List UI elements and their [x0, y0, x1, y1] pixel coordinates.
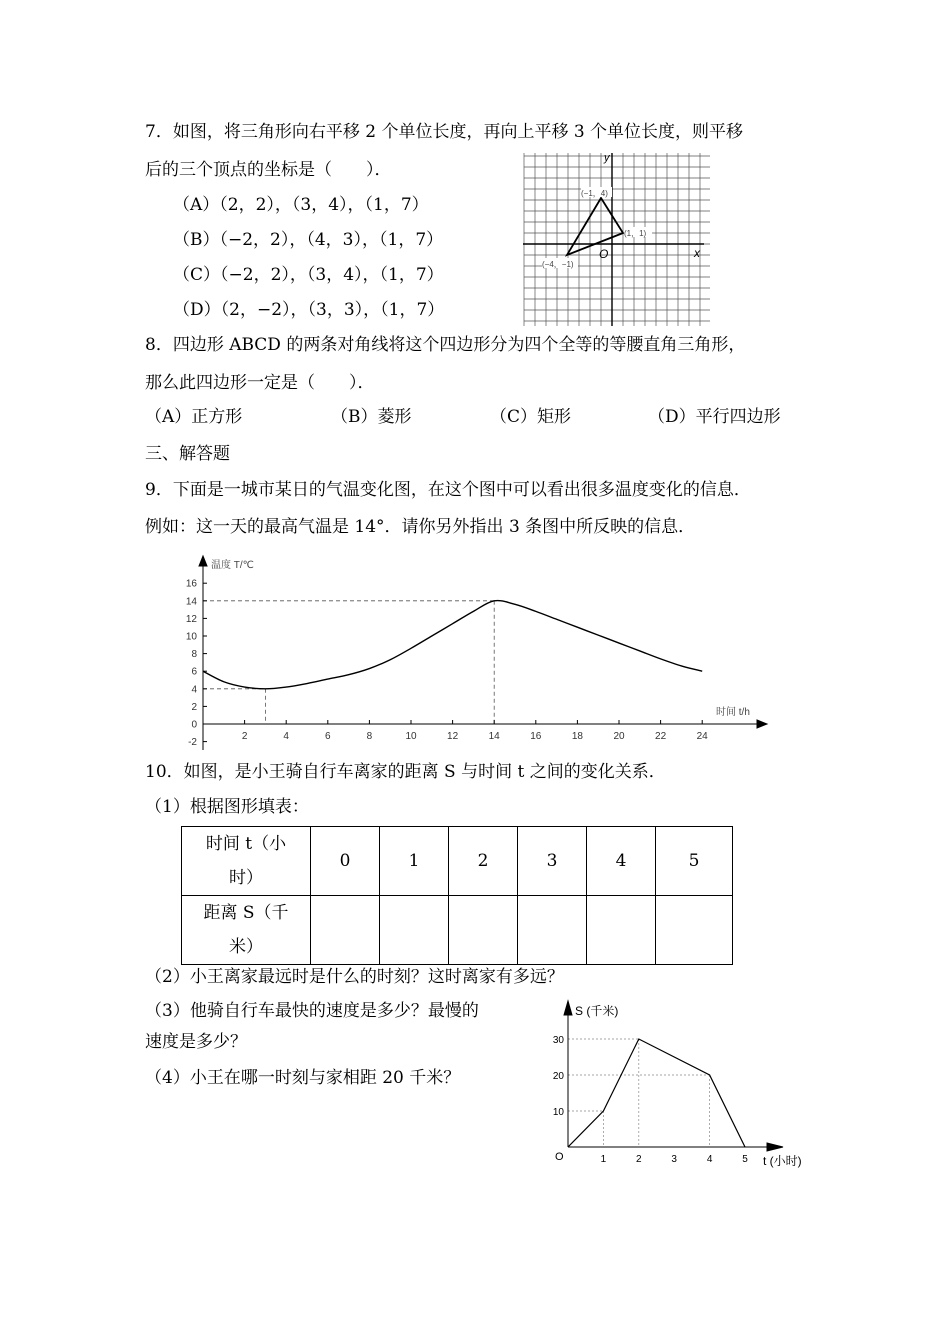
temp-x-tick-label: 24 [696, 731, 708, 742]
distance-cell-1[interactable] [380, 896, 449, 965]
q7-point-a-label: (−1，4) [581, 189, 608, 198]
temp-x-tick-label: 4 [283, 731, 289, 742]
temp-x-tick-label: 6 [325, 731, 331, 742]
time-cell-5: 5 [656, 827, 733, 896]
q10-sub2: （2）小王离家最远时是什么的时刻？这时离家有多远？ [145, 967, 564, 987]
table-head-time [182, 827, 311, 896]
q10-sub3a: （3）他骑自行车最快的速度是多少？最慢的 [145, 1001, 479, 1021]
dist-origin-label: O [555, 1151, 564, 1163]
dist-y-axis-label: S (千米) [575, 1004, 619, 1018]
temp-y-tick-label: 4 [191, 684, 197, 696]
temp-x-tick-label: 16 [530, 731, 542, 742]
time-cell-1: 1 [380, 827, 449, 896]
temp-y-tick-label: 14 [185, 596, 197, 608]
section-heading: 三、解答题 [145, 444, 230, 464]
q10-sub1: （1）根据图形填表： [145, 797, 309, 817]
q7-point-b-label: (1，1) [624, 229, 647, 238]
temp-x-tick-label: 2 [241, 731, 248, 742]
dist-y-tick-label: 20 [552, 1071, 564, 1082]
distance-cell-0[interactable] [311, 896, 380, 965]
table-head-distance-a: 距离 S（千 [203, 903, 289, 923]
distance-chart [545, 995, 815, 1175]
q8-option-c: （C）矩形 [490, 407, 572, 427]
temp-x-tick-label: 18 [571, 731, 583, 742]
q8-line2: 那么此四边形一定是（ ）． [145, 373, 375, 393]
q10-sub4: （4）小王在哪一时刻与家相距 20 千米？ [145, 1068, 461, 1088]
distance-cell-4[interactable] [587, 896, 656, 965]
time-cell-0: 0 [311, 827, 380, 896]
temp-y-tick-label: 10 [185, 631, 197, 643]
table-head-distance [182, 896, 311, 965]
temp-y-tick-label: 8 [191, 649, 197, 661]
temperature-curve [203, 601, 702, 689]
q8-line1: 8．四边形 ABCD 的两条对角线将这个四边形分为四个全等的等腰直角三角形， [145, 335, 746, 355]
q7-y-label: y [604, 152, 610, 164]
distance-cell-5[interactable] [656, 896, 733, 965]
temperature-chart [175, 550, 775, 755]
temp-y-tick-label: 12 [185, 613, 197, 625]
dist-y-tick-label: 30 [552, 1035, 564, 1046]
q7-grid-figure [520, 150, 710, 330]
dist-x-tick-label: 1 [600, 1154, 607, 1165]
q7-line2: 后的三个顶点的坐标是（ ）． [145, 160, 392, 180]
temp-y-arrow [199, 556, 207, 566]
table-head-distance-b: 米） [229, 937, 263, 957]
dist-x-tick-label: 5 [742, 1154, 748, 1165]
q9-line1: 9．下面是一城市某日的气温变化图，在这个图中可以看出很多温度变化的信息． [145, 480, 751, 500]
q10-sub3b: 速度是多少？ [145, 1032, 247, 1052]
table-row [182, 827, 733, 896]
dist-x-tick-label: 4 [706, 1154, 713, 1165]
temp-y-axis-label: 温度 T/℃ [211, 560, 254, 571]
temp-x-tick-label: 14 [488, 731, 500, 742]
dist-y-arrow [564, 1001, 572, 1015]
dist-x-arrow [767, 1143, 783, 1151]
temp-y-tick-label: 6 [191, 666, 197, 678]
q9-line2: 例如：这一天的最高气温是 14°．请你另外指出 3 条图中所反映的信息． [145, 517, 696, 537]
distance-cell-3[interactable] [518, 896, 587, 965]
time-cell-2: 2 [449, 827, 518, 896]
q7-option-b: （B）（−2，2），（4，3），（1，7） [173, 230, 444, 250]
temp-y-tick-label: -2 [188, 737, 197, 749]
temp-x-tick-label: 20 [613, 731, 625, 742]
time-cell-4: 4 [587, 827, 656, 896]
temp-x-tick-label: 12 [447, 731, 459, 742]
dist-x-tick-label: 2 [636, 1154, 642, 1165]
q10-line1: 10．如图，是小王骑自行车离家的距离 S 与时间 t 之间的变化关系． [145, 762, 666, 782]
q8-option-d: （D）平行四边形 [648, 407, 781, 427]
q7-triangle [567, 198, 623, 255]
q7-option-a: （A）（2，2），（3，4），（1，7） [173, 195, 429, 215]
table-head-time-a: 时间 t（小 [205, 834, 287, 854]
time-cell-3: 3 [518, 827, 587, 896]
q8-option-a: （A）正方形 [145, 407, 243, 427]
q7-line1: 7．如图，将三角形向右平移 2 个单位长度，再向上平移 3 个单位长度，则平移 [145, 122, 744, 142]
distance-cell-2[interactable] [449, 896, 518, 965]
q8-option-b: （B）菱形 [331, 407, 412, 427]
q7-origin-label: O [599, 247, 609, 261]
q7-x-label: x [694, 246, 700, 260]
temp-x-arrow [757, 720, 767, 728]
table-head-time-b: 时） [229, 868, 263, 888]
temp-y-tick-label: 0 [191, 719, 197, 731]
dist-y-tick-label: 10 [552, 1107, 564, 1118]
temp-x-axis-label: 时间 t/h [716, 707, 750, 718]
q7-option-d: （D）（2，−2），（3，3），（1，7） [173, 300, 445, 320]
temp-x-tick-label: 10 [405, 731, 417, 742]
temp-y-tick-label: 2 [191, 701, 197, 713]
temp-y-tick-label: 16 [185, 578, 197, 590]
temp-x-tick-label: 8 [366, 731, 373, 742]
dist-x-axis-label: t (小时) [763, 1154, 802, 1168]
q10-fill-table [181, 826, 733, 965]
dist-x-tick-label: 3 [671, 1154, 677, 1165]
table-row [182, 896, 733, 965]
q7-point-c-label: (−4，−1) [542, 260, 574, 269]
distance-polyline [568, 1039, 745, 1147]
q7-option-c: （C）（−2，2），（3，4），（1，7） [173, 265, 444, 285]
temp-x-tick-label: 22 [655, 731, 667, 742]
